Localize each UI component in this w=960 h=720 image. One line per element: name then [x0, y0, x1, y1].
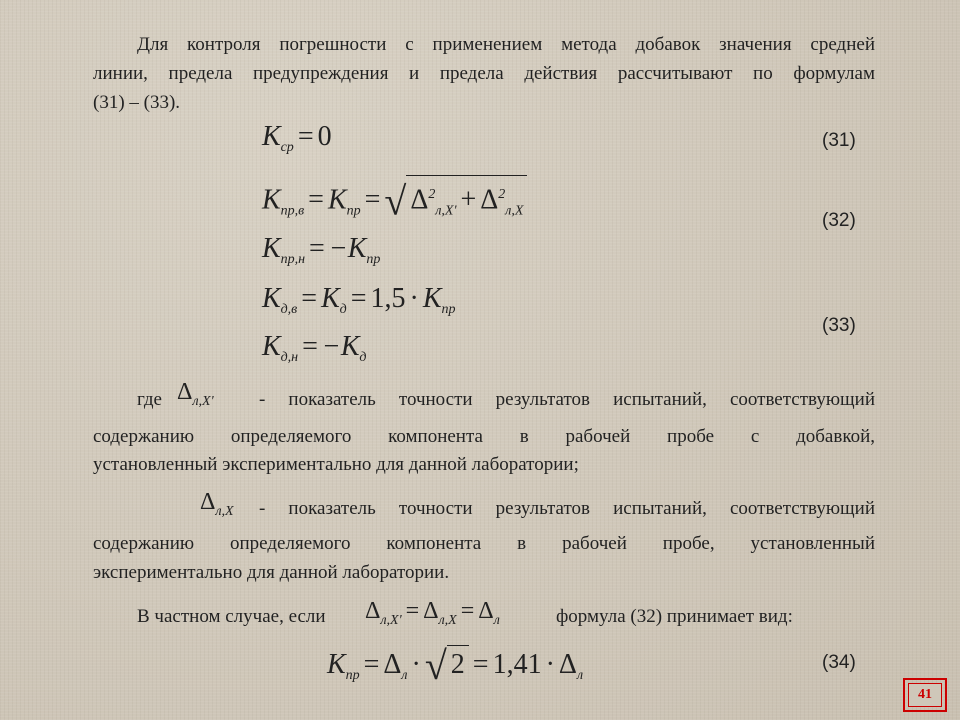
sqrt-symbol: √ $\Delta^2_{л,X'} + \Delta^2_{л,X}$	[384, 175, 527, 228]
equation-number-34: (34)	[822, 652, 856, 673]
page-number-badge	[903, 678, 947, 712]
definition-1-line-2: содержанию определяемого компонента в рабочей пробе с добавкой,	[93, 426, 875, 447]
intro-line-3: (31) – (33).	[93, 92, 181, 113]
formula-33-lower: $К_{д,н} = -К_д$	[262, 331, 367, 365]
definition-1-line-3: установленный экспериментально для данной лаборатории;	[93, 454, 579, 475]
definition-2-line-2: содержанию определяемого компонента в рабочей пробе, установленный	[93, 533, 875, 554]
special-case-condition: $\Delta_{л,X'} = \Delta_{л,X} = \Delta_л$	[365, 598, 500, 628]
intro-line-1: Для контроля погрешности с применением метода добавок значения средней	[137, 34, 875, 55]
equation-number-32: (32)	[822, 210, 856, 231]
where-label: где	[137, 389, 162, 410]
definition-2-line-1: - показатель точности результатов испытаний, соответствующий	[259, 498, 875, 519]
definition-2-symbol: $\Delta_{л,X}$	[200, 489, 234, 519]
sqrt-symbol-34: √ 2	[425, 645, 469, 683]
definition-1-symbol: $\Delta_{л,X'}$	[177, 379, 214, 409]
equation-number-33: (33)	[822, 315, 856, 336]
formula-31: $К_{ср} = 0$	[262, 121, 332, 155]
formula-32-upper: $К_{пр,в} = К_{пр}$ = √ $\Delta^2_{л,X'} + \Delta^2_{л,X}$	[262, 175, 527, 228]
formula-33-upper: $К_{д,в} = К_д = 1,5 \cdot К_{пр}$	[262, 283, 456, 317]
definition-2-line-3: экспериментально для данной лаборатории.	[93, 562, 450, 583]
formula-32-lower: $К_{пр,н} = -К_{пр}$	[262, 233, 381, 267]
special-case-prefix: В частном случае, если	[137, 606, 326, 627]
equation-number-31: (31)	[822, 130, 856, 151]
definition-1-line-1: - показатель точности результатов испытаний, соответствующий	[259, 389, 875, 410]
page-number: 41	[908, 683, 942, 707]
intro-line-2: линии, предела предупреждения и предела действия рассчитывают по формулам	[93, 63, 875, 84]
special-case-suffix: формула (32) принимает вид:	[556, 606, 793, 627]
formula-34: $К_{пр} = \Delta_л$ · √ $2 = 1,41 \cdot \Delta_л$	[327, 643, 584, 688]
